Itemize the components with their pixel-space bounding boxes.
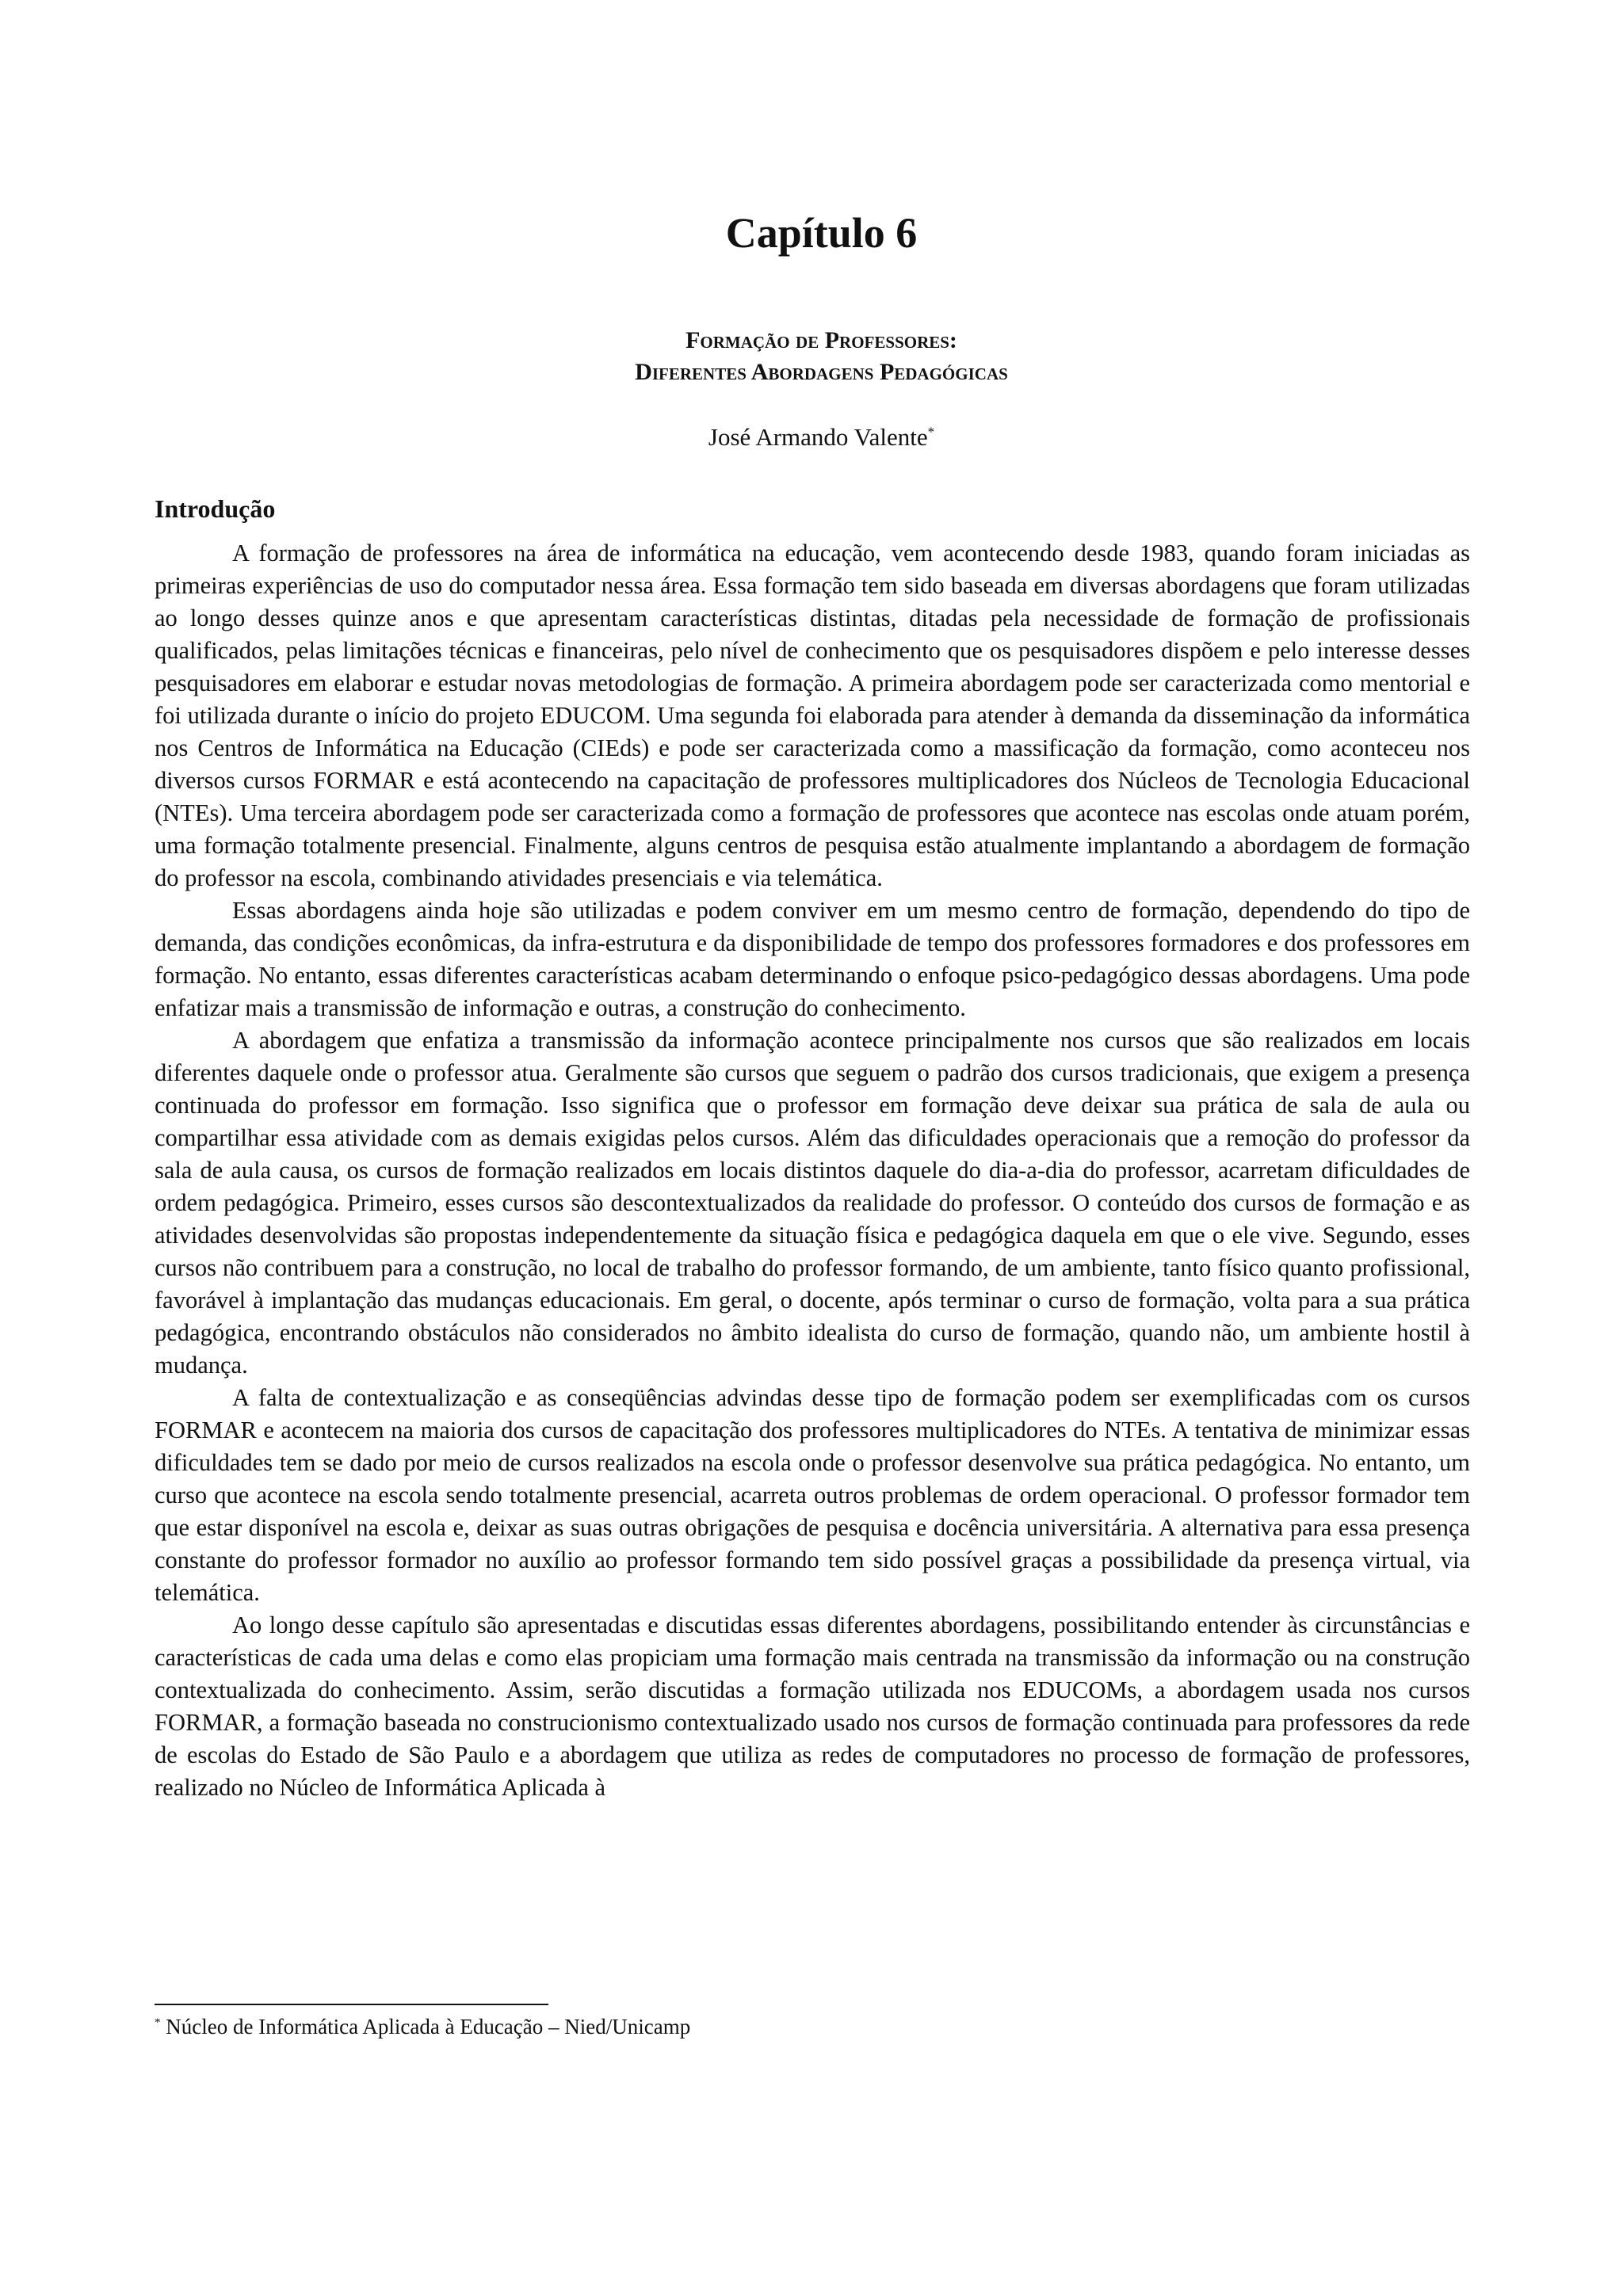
section-heading: Introdução: [155, 494, 276, 523]
subtitle-line-1: [0, 325, 1623, 357]
paragraph-1: A formação de professores na área de informática na educação, vem acontecendo desde 1983, quando foram iniciadas as primeiras experiências de uso do computador nessa área. Essa formação tem sido baseada em diversas abordagens que foram utilizadas ao longo desses quinze anos e que apresentam características distintas, ditadas pela necessidade de formação de profissionais qualificados, pelas limitações técnicas e financeiras, pelo nível de conhecimento que os pesquisadores dispõem e pelo interesse desses pesquisadores em elaborar e estudar novas metodologias de formação. A primeira abordagem pode ser caracterizada como mentorial e foi utilizada durante o início do projeto EDUCOM. Uma segunda foi elaborada para atender à demanda da disseminação da informática nos Centros de Informática na Educação (CIEds) e pode ser caracterizada como a massificação da formação, como aconteceu nos diversos cursos FORMAR e está acontecendo na capacitação de professores multiplicadores dos Núcleos de Tecnologia Educacional (NTEs). Uma terceira abordagem pode ser caracterizada como a formação de professores que acontece nas escolas onde atuam porém, uma formação totalmente presencial. Finalmente, alguns centros de pesquisa estão atualmente implantando a abordagem de formação do professor na escola, combinando atividades presenciais e via telemática.: [155, 540, 1470, 891]
footnote-marker: *: [155, 2016, 161, 2029]
paragraph-2: Essas abordagens ainda hoje são utilizadas e podem conviver em um mesmo centro de formação, dependendo do tipo de demanda, das condições econômicas, da infra-estrutura e da disponibilidade de tempo dos professores formadores e dos professores em formação. No entanto, essas diferentes características acabam determinando o enfoque psico-pedagógico dessas abordagens. Uma pode enfatizar mais a transmissão de informação e outras, a construção do conhecimento.: [155, 897, 1470, 1021]
author-footnote-marker: *: [927, 424, 935, 440]
paragraph-5: Ao longo desse capítulo são apresentadas e discutidas essas diferentes abordagens, possibilitando entender às circunstâncias e características de cada uma delas e como elas propiciam uma formação mais centrada na transmissão da informação ou na construção contextualizada do conhecimento. Assim, serão discutidas a formação utilizada nos EDUCOMs, a abordagem usada nos cursos FORMAR, a formação baseada no construcionismo contextualizado usado nos cursos de formação continuada para professores da rede de escolas do Estado de São Paulo e a abordagem que utiliza as redes de computadores no processo de formação de professores, realizado no Núcleo de Informática Aplicada à: [155, 1611, 1470, 1801]
subtitle-line-2: [0, 357, 1623, 388]
paragraph-4: A falta de contextualização e as conseqüências advindas desse tipo de formação podem ser exemplificadas com os cursos FORMAR e acontecem na maioria dos cursos de capacitação dos professores multiplicadores do NTEs. A tentativa de minimizar essas dificuldades tem se dado por meio de cursos realizados na escola onde o professor desenvolve sua prática pedagógica. No entanto, um curso que acontece na escola sendo totalmente presencial, acarreta outros problemas de ordem operacional. O professor formador tem que estar disponível na escola e, deixar as suas outras obrigações de pesquisa e docência universitária. A alternativa para essa presença constante do professor formador no auxílio ao professor formando tem sido possível graças a possibilidade da presença virtual, via telemática.: [155, 1384, 1470, 1606]
subtitle-line-2-text: Diferentes Abordagens Pedagógicas: [635, 359, 1008, 385]
footnote: [155, 2012, 690, 2041]
chapter-subtitle: [0, 325, 1623, 388]
subtitle-line-1-text: Formação de Professores:: [685, 327, 957, 353]
footnote-text: Núcleo de Informática Aplicada à Educação – Nied/Unicamp: [166, 2015, 691, 2039]
body-text: [155, 537, 1470, 1804]
author-line: [0, 421, 1623, 453]
chapter-title: Capítulo 6: [725, 209, 918, 257]
footnote-divider: [155, 2004, 548, 2005]
paragraph-3: A abordagem que enfatiza a transmissão da informação acontece principalmente nos cursos que são realizados em locais diferentes daquele onde o professor atua. Geralmente são cursos que seguem o padrão dos cursos tradicionais, que exigem a presença continuada do professor em formação. Isso significa que o professor em formação deve deixar sua prática de sala de aula ou compartilhar essa atividade com as demais exigidas pelos cursos. Além das dificuldades operacionais que a remoção do professor da sala de aula causa, os cursos de formação realizados em locais distintos daquele do dia-a-dia do professor, acarretam dificuldades de ordem pedagógica. Primeiro, esses cursos são descontextualizados da realidade do professor. O conteúdo dos cursos de formação e as atividades desenvolvidas são propostas independentemente da situação física e pedagógica daquela em que o ele vive. Segundo, esses cursos não contribuem para a construção, no local de trabalho do professor formando, de um ambiente, tanto físico quanto profissional, favorável à implantação das mudanças educacionais. Em geral, o docente, após terminar o curso de formação, volta para a sua prática pedagógica, encontrando obstáculos não considerados no âmbito idealista do curso de formação, quando não, um ambiente hostil à mudança.: [155, 1027, 1470, 1379]
author-name: José Armando Valente: [708, 423, 928, 451]
